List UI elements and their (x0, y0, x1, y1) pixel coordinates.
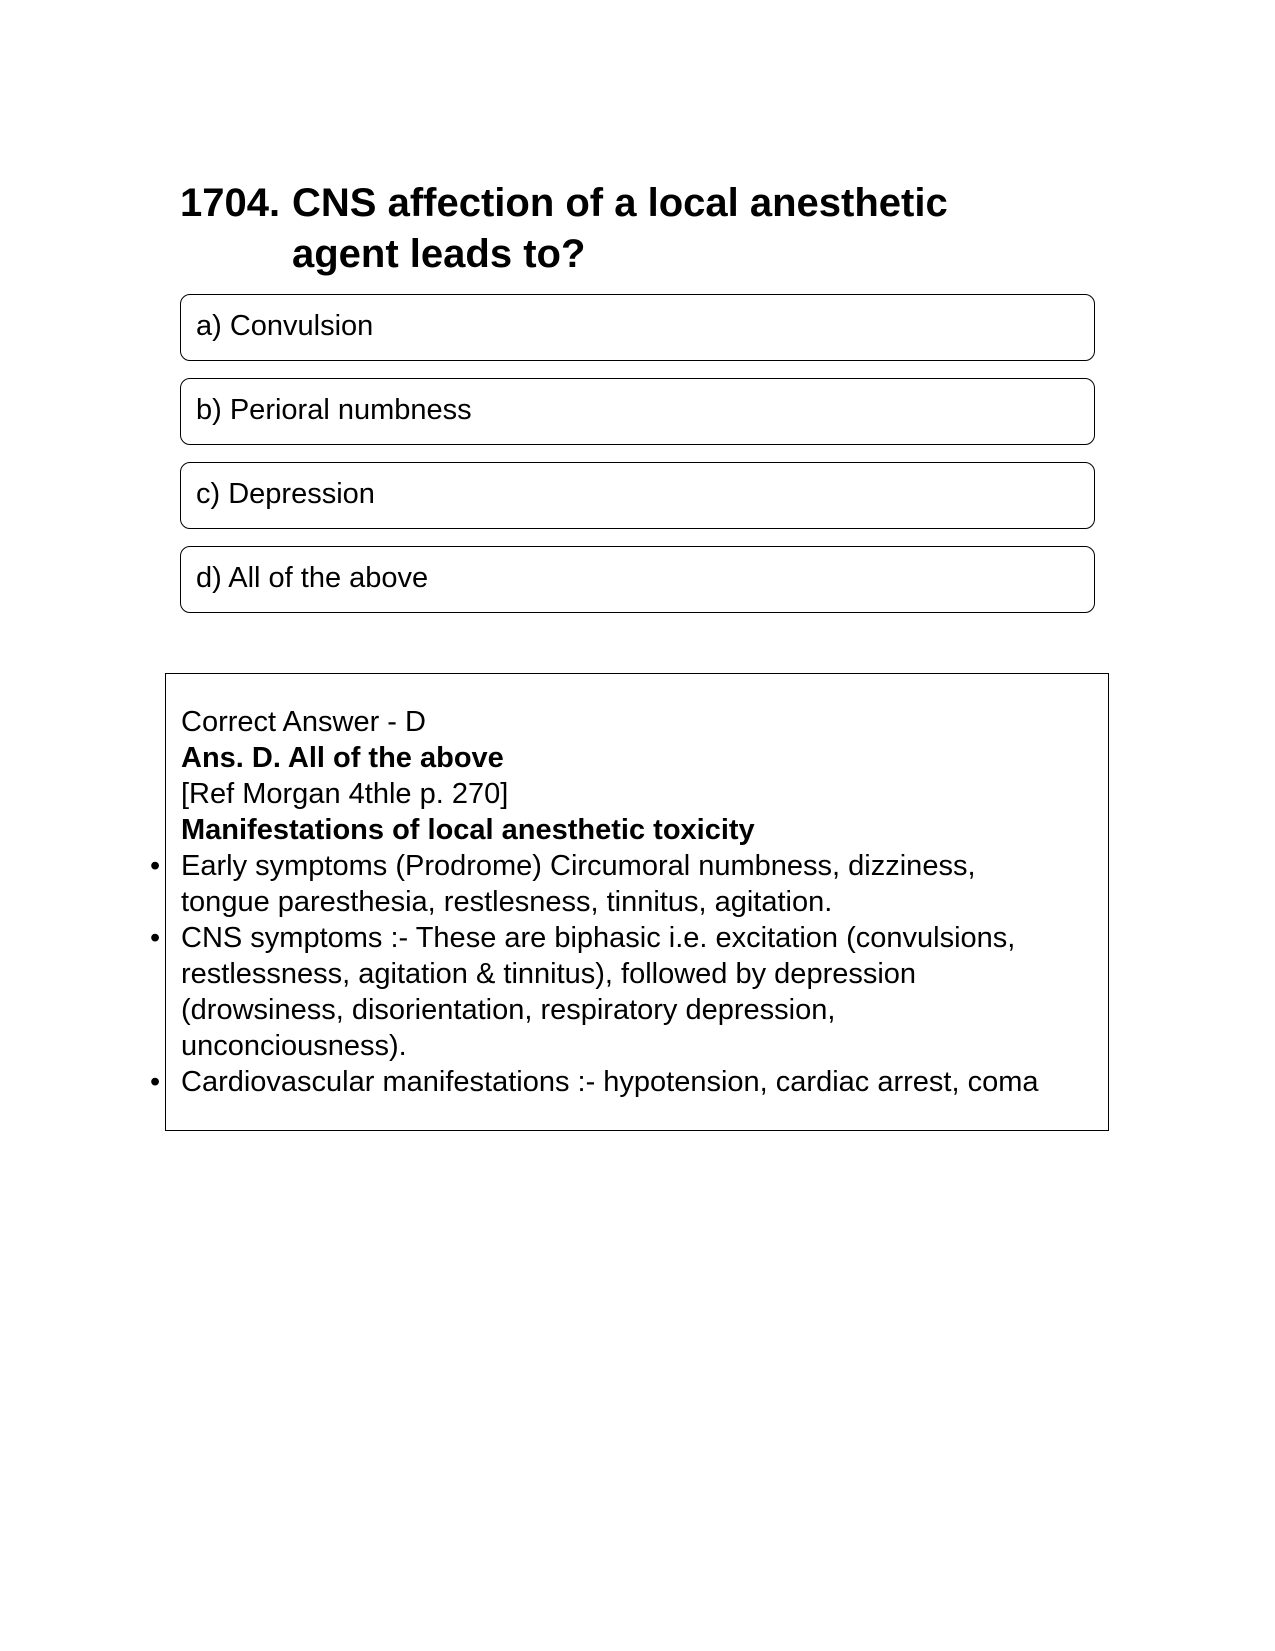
list-item-line: (drowsiness, disorientation, respiratory depression, (181, 994, 836, 1026)
answer-reference: [Ref Morgan 4thle p. 270] (181, 778, 509, 810)
list-item-line: unconciousness). (181, 1030, 407, 1062)
option-c[interactable] (180, 462, 1095, 529)
answer-explanation (150, 704, 1096, 1100)
list-item (150, 1064, 1096, 1100)
bullet-icon: • (150, 1066, 161, 1098)
bullet-icon: • (150, 850, 161, 882)
answer-subheading: Manifestations of local anesthetic toxicity (181, 814, 755, 846)
option-b[interactable] (180, 378, 1095, 445)
question-text: CNS affection of a local anesthetic agent leads to? (292, 181, 948, 276)
option-a[interactable] (180, 294, 1095, 361)
option-d-label: d) All of the above (196, 562, 429, 594)
list-item-line: tongue paresthesia, restlesness, tinnitus, agitation. (181, 886, 833, 918)
manifestations-list (150, 848, 1096, 1100)
correct-answer: Correct Answer - D (181, 706, 426, 738)
option-a-label: a) Convulsion (196, 310, 374, 342)
list-item (150, 920, 1096, 1064)
bullet-icon: • (150, 922, 161, 954)
option-d[interactable] (180, 546, 1095, 613)
list-item (150, 848, 1096, 920)
list-item-line: CNS symptoms :- These are biphasic i.e. excitation (convulsions, (181, 922, 1016, 954)
option-c-label: c) Depression (196, 478, 375, 510)
question-number: 1704. (180, 181, 281, 225)
list-item-line: Cardiovascular manifestations :- hypotension, cardiac arrest, coma (181, 1066, 1039, 1098)
option-b-label: b) Perioral numbness (196, 394, 472, 426)
list-item-line: restlessness, agitation & tinnitus), followed by depression (181, 958, 917, 990)
list-item-line: Early symptoms (Prodrome) Circumoral numbness, dizziness, (181, 850, 976, 882)
answer-heading: Ans. D. All of the above (181, 742, 504, 774)
question-heading (180, 178, 1040, 280)
